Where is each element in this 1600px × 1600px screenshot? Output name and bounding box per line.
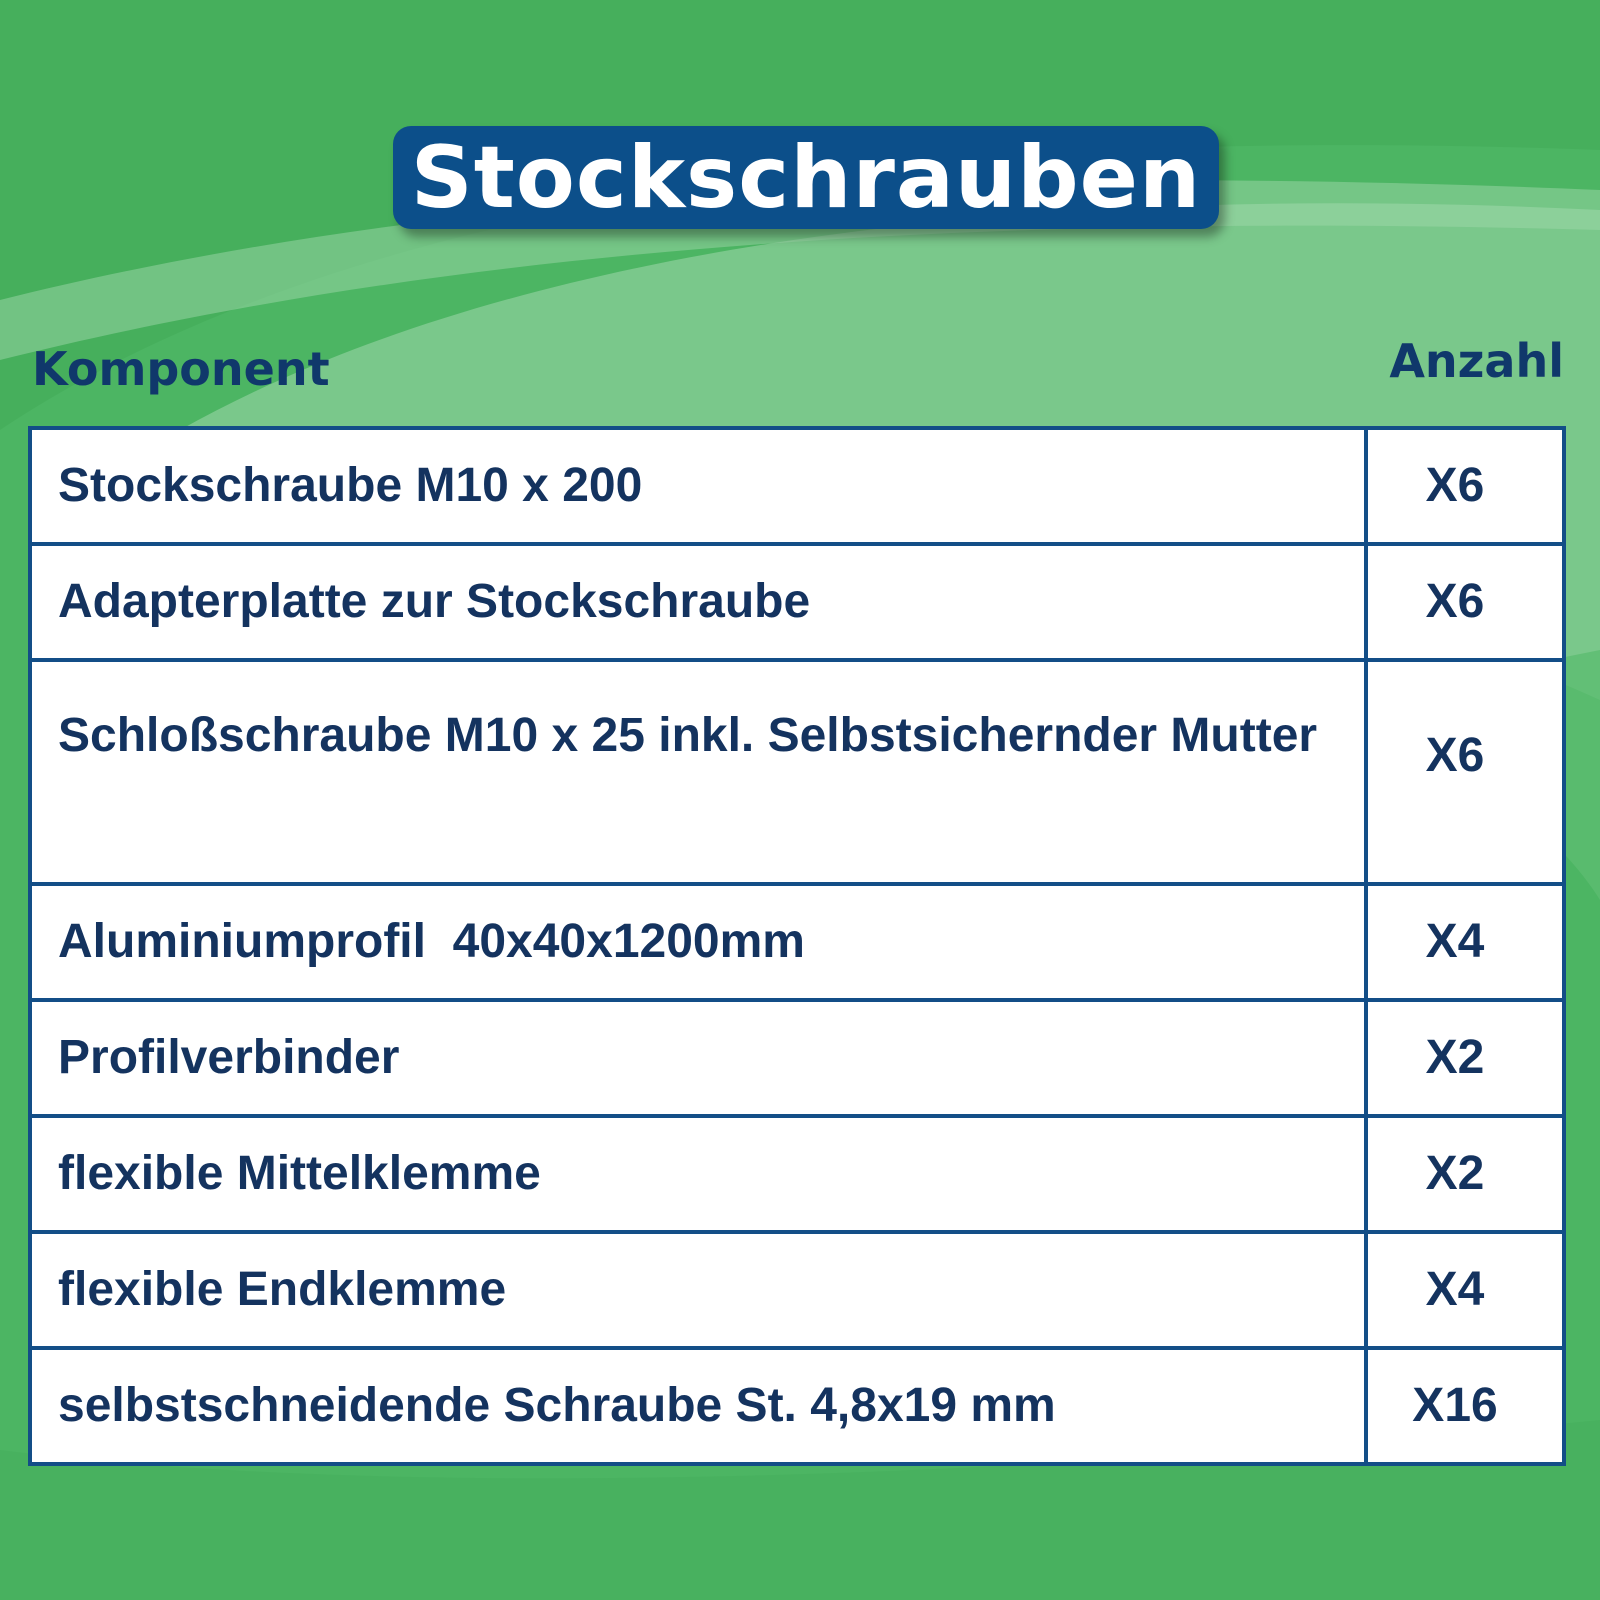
component-quantity: X4	[1366, 884, 1564, 1000]
component-name: flexible Mittelklemme	[30, 1116, 1366, 1232]
component-name: Aluminiumprofil 40x40x1200mm	[30, 884, 1366, 1000]
table-row	[30, 660, 1564, 884]
component-name: Profilverbinder	[30, 1000, 1366, 1116]
table-row	[30, 1232, 1564, 1348]
component-quantity: X2	[1366, 1116, 1564, 1232]
table-row	[30, 544, 1564, 660]
column-header-quantity: Anzahl	[1389, 334, 1564, 388]
component-name: selbstschneidende Schraube St. 4,8x19 mm	[30, 1348, 1366, 1464]
table-row	[30, 1000, 1564, 1116]
component-quantity: X2	[1366, 1000, 1564, 1116]
table-row	[30, 1348, 1564, 1464]
component-name: Schloßschraube M10 x 25 inkl. Selbstsichernder Mutter	[30, 660, 1366, 884]
table-row	[30, 428, 1564, 544]
component-quantity: X6	[1366, 660, 1564, 884]
table-row	[30, 1116, 1564, 1232]
page-title: Stockschrauben	[410, 127, 1202, 228]
table-row	[30, 884, 1564, 1000]
component-name: flexible Endklemme	[30, 1232, 1366, 1348]
component-name: Stockschraube M10 x 200	[30, 428, 1366, 544]
components-table	[28, 426, 1566, 1466]
column-header-component: Komponent	[32, 342, 330, 396]
title-banner	[393, 126, 1219, 229]
component-quantity: X4	[1366, 1232, 1564, 1348]
component-quantity: X16	[1366, 1348, 1564, 1464]
component-quantity: X6	[1366, 544, 1564, 660]
component-name: Adapterplatte zur Stockschraube	[30, 544, 1366, 660]
component-quantity: X6	[1366, 428, 1564, 544]
